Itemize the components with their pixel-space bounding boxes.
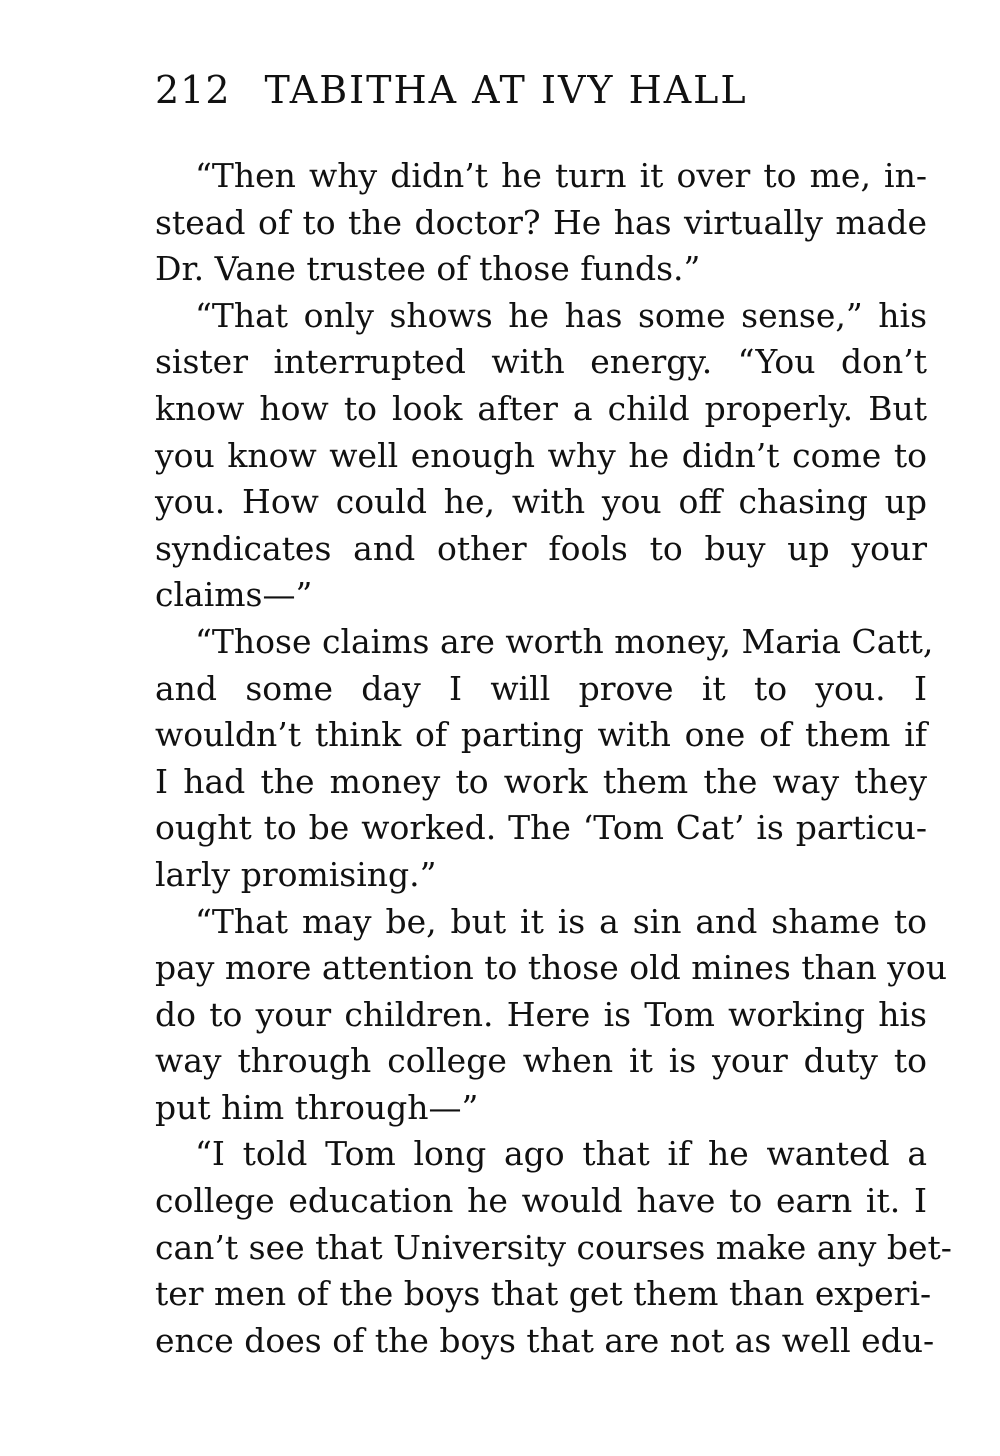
text-line: “That only shows he has some sense,” his (195, 295, 927, 335)
text-line: larly promising.” (155, 854, 437, 894)
text-line: claims—” (155, 575, 313, 615)
page-number: 212 (155, 68, 231, 112)
text-line: stead of to the doctor? He has virtually made (155, 202, 927, 242)
text-line: syndicates and other fools to buy up your (155, 528, 927, 568)
text-line: you know well enough why he didn’t come to (155, 435, 927, 475)
text-line: know how to look after a child properly. But (155, 388, 927, 428)
text-line: “I told Tom long ago that if he wanted a (195, 1134, 927, 1174)
text-line: do to your children. Here is Tom working his (155, 994, 927, 1034)
text-line: pay more attention to those old mines than you (155, 948, 948, 988)
running-title: TABITHA AT IVY HALL (264, 68, 748, 112)
text-line: “Then why didn’t he turn it over to me, in- (195, 156, 927, 195)
text-line: you. How could he, with you off chasing up (155, 482, 927, 522)
text-line: ought to be worked. The ‘Tom Cat’ is particu- (155, 808, 927, 848)
text-line: “That may be, but it is a sin and shame to (195, 901, 927, 941)
text-line: college education he would have to earn it. I (155, 1181, 927, 1221)
text-line: can’t see that University courses make any bet- (155, 1227, 952, 1267)
text-line: put him through—” (155, 1087, 479, 1127)
text-line: and some day I will prove it to you. I (155, 668, 927, 708)
text-line: I had the money to work them the way they (155, 761, 927, 801)
text-line: sister interrupted with energy. “You don’t (155, 342, 927, 382)
text-line: way through college when it is your duty to (155, 1041, 927, 1081)
text-line: Dr. Vane trustee of those funds.” (155, 249, 701, 289)
text-line: wouldn’t think of parting with one of them if (155, 715, 927, 755)
body-text (155, 153, 952, 1364)
text-line: ter men of the boys that get them than experi- (155, 1274, 932, 1314)
text-line: ence does of the boys that are not as well edu- (155, 1320, 935, 1360)
page-header (155, 68, 935, 128)
text-line: “Those claims are worth money, Maria Catt, (195, 621, 934, 661)
